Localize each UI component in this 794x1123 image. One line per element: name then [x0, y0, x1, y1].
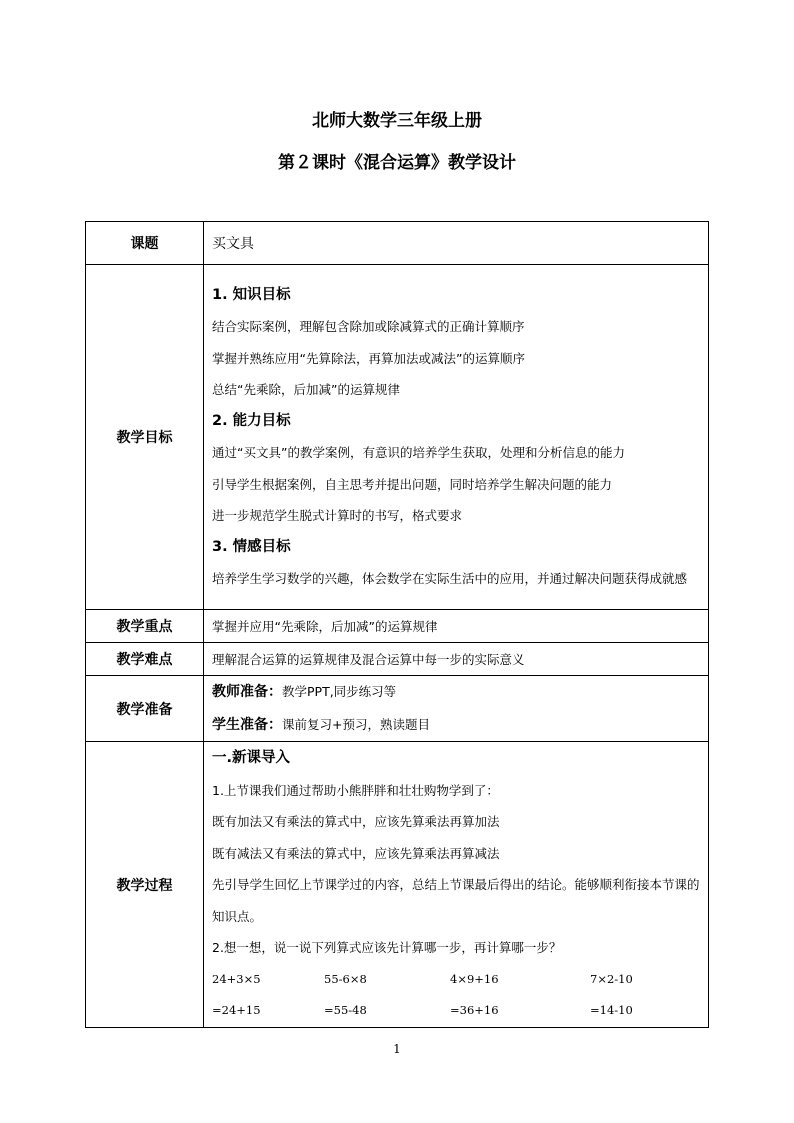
prep-label: 教学准备 [86, 676, 204, 742]
goals-content [204, 265, 709, 610]
knowledge-goal-3: 总结“先乘除，后加减”的运算规律 [212, 382, 400, 397]
key-label: 教学重点 [86, 610, 204, 643]
process-para-5: 2.想一想，说一说下列算式应该先计算哪一步，再计算哪一步？ [212, 940, 562, 956]
teacher-prep-label: 教师准备： [212, 684, 282, 700]
goals-label: 教学目标 [86, 265, 204, 610]
knowledge-goal-2: 掌握并熟练应用“先算除法，再算加法或减法”的运算顺序 [212, 350, 525, 366]
process-para-2: 既有加法又有乘法的算式中，应该先算乘法再算加法 [212, 814, 500, 830]
knowledge-goal-heading: 1. 知识目标 [212, 286, 291, 303]
page-number: 1 [393, 1042, 401, 1056]
course-label: 课题 [86, 222, 204, 265]
document-title: 北师大数学三年级上册 [312, 111, 482, 131]
expression-1: 24+3×5 [212, 971, 261, 986]
expression-4: 7×2-10 [590, 971, 633, 986]
ability-goal-heading: 2. 能力目标 [212, 412, 291, 429]
step-2: =55-48 [324, 1002, 367, 1017]
process-content [204, 742, 709, 1028]
step-3: =36+16 [450, 1002, 499, 1017]
process-label: 教学过程 [86, 742, 204, 1028]
difficulty-label: 教学难点 [86, 643, 204, 676]
course-value [204, 222, 709, 265]
process-para-3: 既有减法又有乘法的算式中，应该先算乘法再算减法 [212, 845, 500, 861]
expression-3: 4×9+16 [450, 971, 499, 986]
knowledge-goal-1: 结合实际案例，理解包含除加或除减算式的正确计算顺序 [212, 319, 525, 334]
table-row-preparation [86, 676, 709, 742]
process-para-4: 先引导学生回忆上节课学过的内容，总结上节课最后得出的结论。能够顺利衔接本节课的知识点。 [212, 877, 700, 924]
emotion-goal-1: 培养学生学习数学的兴趣，体会数学在实际生活中的应用，并通过解决问题获得成就感 [212, 571, 688, 586]
teacher-prep-value: 教学PPT,同步练习等 [282, 684, 397, 699]
ability-goal-3: 进一步规范学生脱式计算时的书写，格式要求 [212, 508, 463, 523]
step-row [212, 995, 700, 1026]
ability-goal-1: 通过“买文具”的教学案例，有意识的培养学生获取，处理和分析信息的能力 [212, 445, 625, 460]
course-text: 买文具 [212, 236, 254, 252]
process-para-1: 1.上节课我们通过帮助小熊胖胖和壮壮购物学到了： [212, 782, 499, 798]
expression-row [212, 964, 700, 995]
emotion-goal-heading: 3. 情感目标 [212, 538, 291, 555]
student-prep [212, 709, 700, 742]
expression-2: 55-6×8 [324, 971, 367, 986]
prep-content [204, 676, 709, 742]
step-1: =24+15 [212, 1002, 261, 1017]
ability-goal-2: 引导学生根据案例，自主思考并提出问题，同时培养学生解决问题的能力 [212, 476, 613, 492]
document-subtitle: 第２课时《混合运算》教学设计 [278, 153, 516, 173]
student-prep-label: 学生准备： [212, 716, 282, 733]
table-row-difficulty [86, 643, 709, 676]
table-row-course [86, 222, 709, 265]
key-value: 掌握并应用“先乘除，后加减”的运算规律 [204, 610, 709, 643]
teacher-prep [212, 676, 700, 709]
process-heading: 一.新课导入 [212, 750, 291, 767]
table-row-key-points [86, 610, 709, 643]
student-prep-value: 课前复习+预习，熟读题目 [282, 716, 430, 732]
difficulty-value: 理解混合运算的运算规律及混合运算中每一步的实际意义 [204, 643, 709, 676]
step-4: =14-10 [590, 1002, 633, 1017]
table-row-process [86, 742, 709, 1028]
table-row-goals [86, 265, 709, 610]
lesson-plan-table [85, 221, 709, 1028]
